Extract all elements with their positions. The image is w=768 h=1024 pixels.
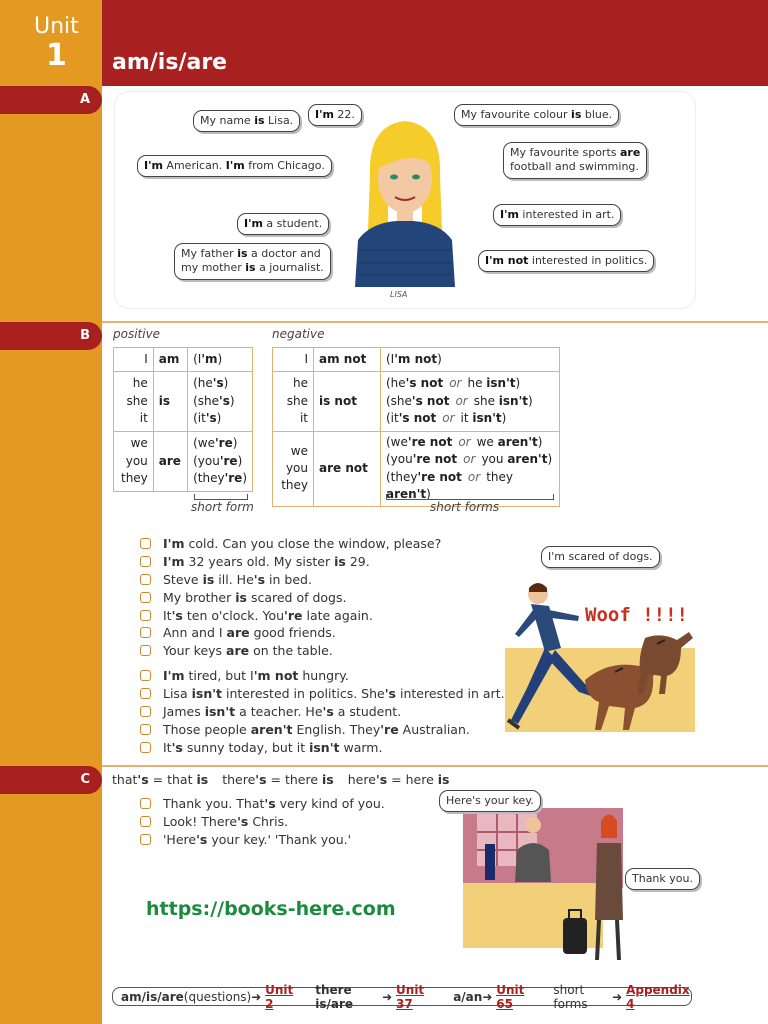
short-form-group: (we're not or we aren't) (you're not or you aren't) (they're not or they aren't) [381,432,560,507]
checkbox-icon [140,834,151,845]
text: a teacher. He [235,703,323,719]
bold-text: 's [255,772,267,787]
link-appendix-4[interactable]: Appendix 4 [626,982,690,1011]
checkbox-icon [140,538,151,549]
text: = that [148,772,197,787]
bold-text: 's [253,571,266,587]
example-item [140,588,441,606]
section-tab-c: C [0,766,102,794]
text: 'Here [163,831,197,847]
verb-form: is not [314,372,381,432]
example-text [163,814,288,829]
text: there [222,772,256,787]
bold-text: is [235,589,247,605]
unit-number: 1 [46,38,67,73]
bold-text: is [202,571,215,587]
text: ten o'clock. You [182,607,285,623]
positive-label: positive [113,327,161,341]
example-text [163,590,346,605]
contraction-pair [222,772,334,787]
text: James [163,703,205,719]
text: Look! There [163,814,238,830]
bold-text: 'm not [253,668,299,684]
speech-bubble: I'm 22. [308,104,362,126]
text: on the table. [249,643,333,659]
checkbox-icon [140,556,151,567]
verb-form: are not [314,432,381,507]
text: interested in politics. She [222,686,385,702]
speech-bubble: I'm not interested in politics. [478,250,654,272]
bold-text: 's [237,814,249,830]
text: warm. [339,739,383,755]
short-form-group: (he's) (she's) (it's) [188,372,253,432]
text: here [347,772,376,787]
example-text [163,722,470,737]
checkbox-icon [140,574,151,585]
bold-text: are [226,643,250,659]
bold-text: I'm [163,536,185,552]
text: It [163,607,172,623]
pronoun: I [273,348,314,372]
text: ill. He [214,571,254,587]
bold-text: isn't [191,686,223,702]
text: Lisa [163,686,192,702]
example-item [140,571,441,589]
hotel-reception-illustration [463,808,623,970]
text: 32 years old. My sister [184,554,335,570]
speech-bubble: I'm interested in art. [493,204,621,226]
contraction-pair [348,772,450,787]
checkbox-icon [140,592,151,603]
checkbox-icon [140,798,151,809]
example-text [163,796,385,811]
text: your key.' 'Thank you.' [207,831,352,847]
example-text [163,554,370,569]
speech-bubble: I'm a student. [237,213,329,235]
checkbox-icon [140,627,151,638]
speech-bubble: My favourite colour is blue. [454,104,619,126]
speech-bubble: Here's your key. [439,790,541,812]
website-url[interactable]: https://books-here.com [146,898,396,920]
bold-text: is [437,772,450,787]
bold-text: 's [322,703,334,719]
text: very kind of you. [275,796,385,812]
text: hungry. [298,668,349,684]
example-item [140,738,505,756]
bold-text: isn't [204,703,236,719]
short-forms-label: short forms [430,500,500,514]
checkbox-icon [140,724,151,735]
section-divider [102,321,768,323]
section-divider [102,765,768,767]
example-text [163,643,333,658]
link-unit-37[interactable]: Unit 37 [396,982,425,1011]
text: My brother [163,589,236,605]
verb-form: am [153,348,187,372]
text: tired, but I [184,668,254,684]
bold-text: aren't [250,721,293,737]
pronoun-group: he she it [273,372,314,432]
example-item [140,795,385,813]
bold-text: 's [264,796,276,812]
text: interested in art. [396,686,505,702]
text: Steve [163,571,203,587]
checkbox-icon [140,645,151,656]
negative-label: negative [272,327,325,341]
example-item [140,685,505,703]
sidebar [0,0,102,1024]
text: good friends. [249,625,336,641]
speech-bubble: My father is a doctor and my mother is a journalist. [174,243,331,280]
text: a student. [333,703,402,719]
text: that [112,772,138,787]
example-text [163,625,336,640]
bold-text: is [322,772,334,787]
bold-text: 's [171,607,183,623]
negative-table [272,347,560,507]
text: = there [266,772,323,787]
bold-text: 's [384,686,396,702]
woof-text: Woof !!!! [585,604,688,626]
text: Your keys [163,643,227,659]
page-title: am/is/are [112,50,228,75]
bold-text: 's [171,739,183,755]
text: Chris. [248,814,289,830]
verb-form: am not [314,348,381,372]
example-text [163,740,382,755]
example-item [140,667,505,685]
example-list [140,795,385,848]
bold-text: 's [196,831,208,847]
text: Thank you. That [163,796,265,812]
example-item [140,535,441,553]
pronoun: I [114,348,154,372]
checkbox-icon [140,688,151,699]
section-tab-a: A [0,86,102,114]
bold-text: 're [380,721,399,737]
short-form-group: (he's not or he isn't) (she's not or she isn't) (it's not or it isn't) [381,372,560,432]
text: cold. Can you close the window, please? [184,536,442,552]
text: Australian. [398,721,470,737]
positive-table [113,347,253,492]
bold-text: I'm [163,668,185,684]
text: English. They [292,721,381,737]
checkbox-icon [140,706,151,717]
speech-bubble: Thank you. [625,868,700,890]
example-item [140,703,505,721]
example-item [140,831,385,849]
example-text [163,704,401,719]
bold-text: are [226,625,250,641]
example-text [163,572,312,587]
example-item [140,553,441,571]
text: Ann and I [163,625,227,641]
example-text [163,832,351,847]
example-item [140,813,385,831]
verb-form: are [153,432,187,492]
checkbox-icon [140,670,151,681]
contraction-line [112,772,450,787]
example-list [140,667,505,756]
running-man-dogs-illustration [505,580,695,732]
bold-text: isn't [309,739,340,755]
speech-bubble: My favourite sports are football and swimming. [503,142,647,179]
text: in bed. [265,571,312,587]
text: late again. [302,607,373,623]
example-list [140,535,441,660]
short-form: (I'm not) [381,348,560,372]
speech-bubble: I'm scared of dogs. [541,546,660,568]
short-form: (I'm) [188,348,253,372]
example-item [140,642,441,660]
pronoun-group: he she it [114,372,154,432]
example-text [163,536,441,551]
text: Those people [163,721,251,737]
pronoun-group: we you they [114,432,154,492]
example-text [163,608,373,623]
speech-bubble: I'm American. I'm from Chicago. [137,155,332,177]
example-text [163,686,505,701]
pronoun-group: we you they [273,432,314,507]
short-form-label: short form [191,500,254,514]
verb-form: is [153,372,187,432]
bold-text: 's [137,772,149,787]
lisa-illustration [350,115,460,287]
link-unit-65[interactable]: Unit 65 [496,982,525,1011]
example-item [140,624,441,642]
section-tab-b: B [0,322,102,350]
text: sunny today, but it [182,739,310,755]
bold-text: I'm [163,554,185,570]
example-item [140,720,505,738]
example-item [140,606,441,624]
text: 29. [345,554,370,570]
checkbox-icon [140,742,151,753]
text: scared of dogs. [246,589,347,605]
cross-reference-bar: am/is/are (questions) ➜ Unit 2 there is/are ➜ Unit 37 a/an ➜ Unit 65 short forms ➜ Appendix 4 [112,987,692,1006]
bold-text: is [334,554,346,570]
short-form-group: (we're) (you're) (they're) [188,432,253,492]
bold-text: 're [284,607,303,623]
text: = here [387,772,438,787]
checkbox-icon [140,610,151,621]
bold-text: 's [375,772,388,787]
link-unit-2[interactable]: Unit 2 [265,982,294,1011]
contraction-pair [112,772,208,787]
checkbox-icon [140,816,151,827]
example-text [163,668,349,683]
unit-label: Unit [34,14,79,39]
illustration-caption: LISA [390,290,408,299]
text: It [163,739,172,755]
speech-bubble: My name is Lisa. [193,110,300,132]
bold-text: is [196,772,209,787]
